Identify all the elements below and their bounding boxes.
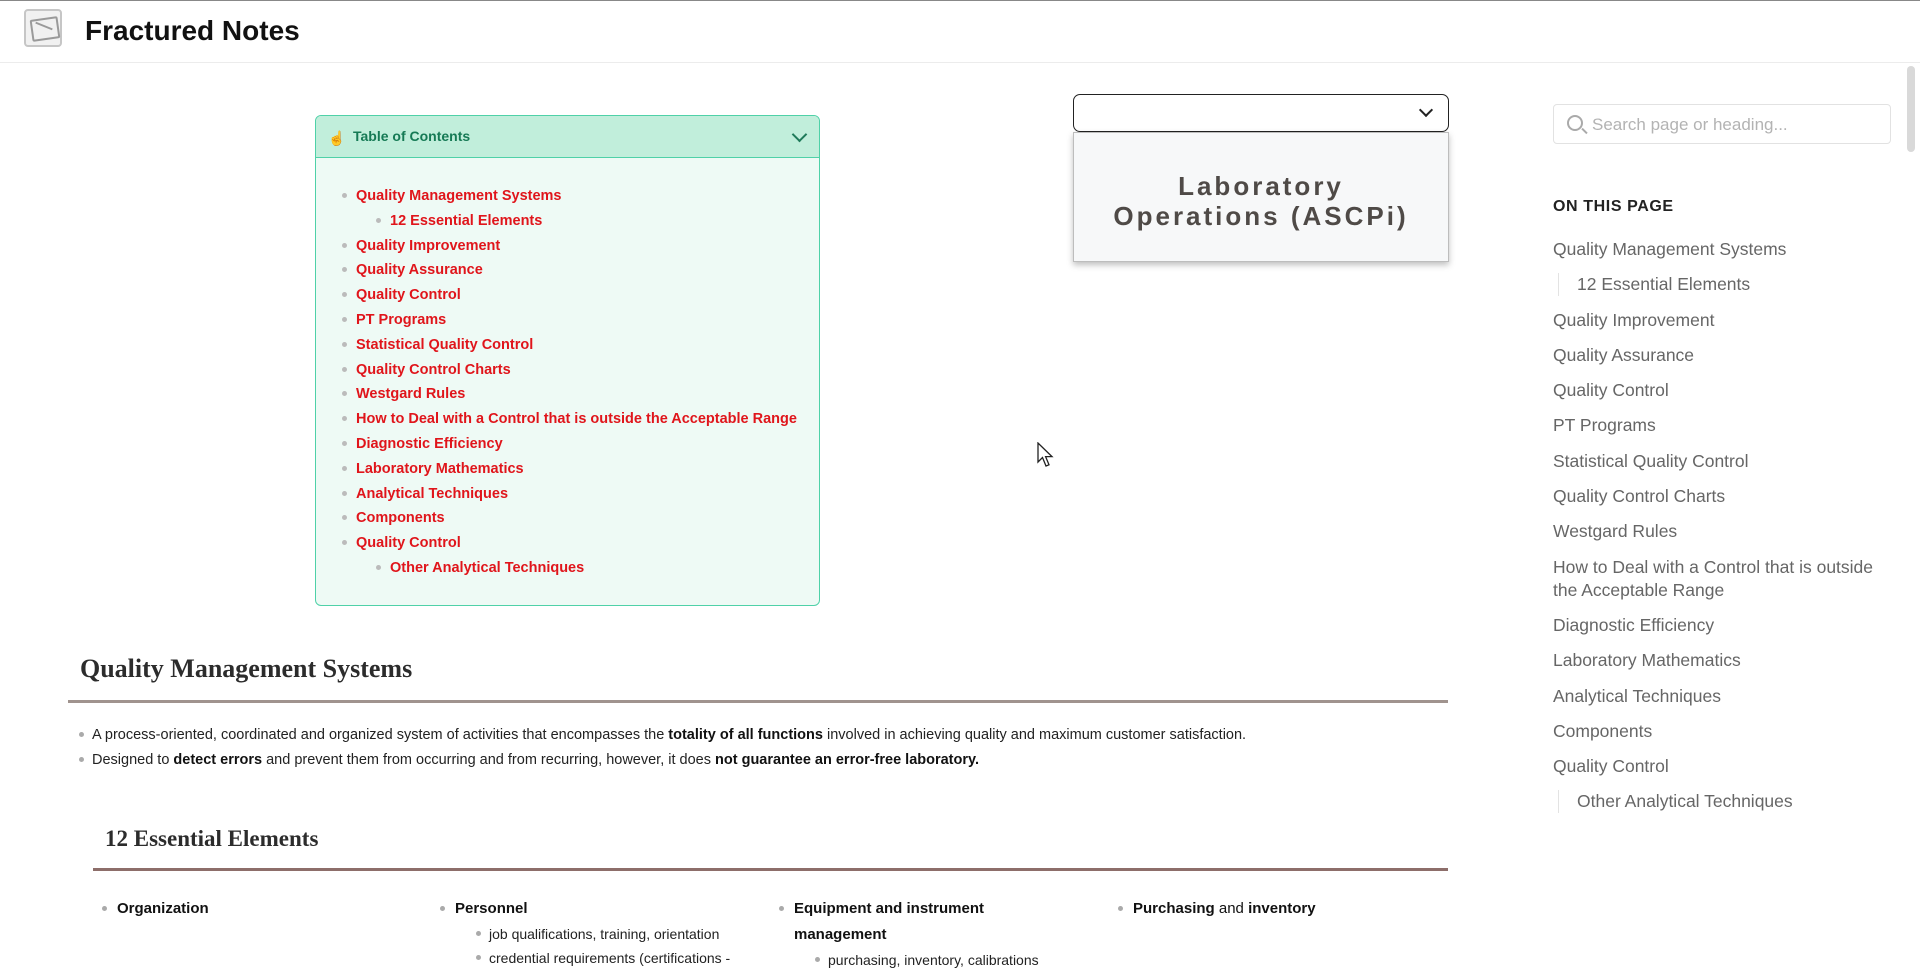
element-column bbox=[117, 896, 437, 922]
list-item: Designed to detect errors and prevent them from occurring and from recurring, however, it does not guarantee an error-free laboratory. bbox=[92, 750, 1246, 770]
nav-link[interactable]: 12 Essential Elements bbox=[1558, 273, 1883, 296]
dropdown-panel[interactable] bbox=[1073, 132, 1449, 262]
nav-link[interactable]: Diagnostic Efficiency bbox=[1553, 614, 1715, 635]
chevron-down-icon[interactable] bbox=[1419, 103, 1433, 117]
hand-pointer-icon: ☝ bbox=[328, 130, 346, 146]
list-item: job qualifications, training, orientation bbox=[489, 922, 775, 946]
toc-link[interactable]: How to Deal with a Control that is outside the Acceptable Range bbox=[356, 409, 797, 434]
nav-link[interactable]: PT Programs bbox=[1553, 415, 1656, 436]
toc-link[interactable]: Quality Control bbox=[356, 285, 797, 310]
on-this-page-heading: ON THIS PAGE bbox=[1553, 198, 1674, 215]
toc-link[interactable]: Analytical Techniques bbox=[356, 484, 797, 509]
site-title[interactable]: Fractured Notes bbox=[85, 15, 300, 46]
toc-link[interactable]: Other Analytical Techniques bbox=[390, 558, 797, 583]
list-item: Organization bbox=[117, 896, 437, 922]
list-item: A process-oriented, coordinated and organized system of activities that encompasses the totality of all functions involved in achieving quality and maximum customer satisfaction. bbox=[92, 727, 1247, 743]
nav-link[interactable]: Quality Improvement bbox=[1553, 309, 1715, 330]
toc-link[interactable]: Components bbox=[356, 508, 797, 533]
toc-title: Table of Contents bbox=[353, 128, 471, 144]
section-heading: Quality Management Systems bbox=[80, 654, 413, 683]
toc-link[interactable]: Quality Control Charts bbox=[356, 360, 797, 385]
toc-link[interactable]: PT Programs bbox=[356, 310, 797, 335]
search-icon bbox=[1567, 115, 1583, 131]
toc-link[interactable]: Quality Control bbox=[356, 533, 797, 558]
search-input[interactable] bbox=[1592, 113, 1882, 137]
toc-link[interactable]: Westgard Rules bbox=[356, 384, 797, 409]
top-bar bbox=[0, 0, 1920, 63]
nav-link[interactable]: Westgard Rules bbox=[1553, 521, 1678, 542]
nav-link[interactable]: Quality Management Systems bbox=[1553, 239, 1787, 259]
nav-link[interactable]: Quality Control Charts bbox=[1553, 486, 1726, 507]
mouse-cursor-icon bbox=[1037, 442, 1055, 468]
toc-link[interactable]: Quality Management Systems bbox=[356, 186, 797, 211]
dropdown-option[interactable] bbox=[1074, 171, 1448, 231]
toc-link[interactable]: Statistical Quality Control bbox=[356, 335, 797, 360]
content-list bbox=[92, 725, 1246, 775]
element-column bbox=[794, 896, 1054, 971]
option-line-1: Laboratory bbox=[1178, 171, 1344, 201]
subsection-heading: 12 Essential Elements bbox=[105, 826, 319, 851]
nav-link[interactable]: Quality Control bbox=[1553, 756, 1669, 777]
toc-link[interactable]: 12 Essential Elements bbox=[390, 211, 797, 236]
list-item: purchasing, inventory, calibrations bbox=[828, 948, 1054, 971]
chevron-down-icon[interactable] bbox=[792, 127, 808, 143]
nav-link[interactable]: Components bbox=[1553, 720, 1653, 741]
table-of-contents bbox=[315, 115, 820, 606]
option-line-2: Operations (ASCPi) bbox=[1113, 201, 1409, 231]
list-item: credential requirements (certifications - bbox=[489, 946, 775, 970]
on-this-page-nav bbox=[1553, 238, 1883, 826]
toc-link[interactable]: Quality Improvement bbox=[356, 236, 797, 261]
subject-dropdown[interactable] bbox=[1073, 94, 1449, 132]
list-item: Equipment and instrument management purchasing, inventory, calibrations bbox=[794, 896, 1054, 971]
divider bbox=[68, 700, 1448, 703]
nav-link[interactable]: Quality Control bbox=[1553, 380, 1669, 401]
element-column bbox=[1133, 896, 1453, 922]
site-logo-icon[interactable] bbox=[24, 9, 62, 47]
list-item: Personnel job qualifications, training, orientation credential requirements (certifications - bbox=[455, 896, 775, 970]
search-box[interactable] bbox=[1553, 104, 1891, 144]
nav-link[interactable]: Statistical Quality Control bbox=[1553, 450, 1749, 471]
nav-link[interactable]: Laboratory Mathematics bbox=[1553, 650, 1741, 671]
toc-link[interactable]: Diagnostic Efficiency bbox=[356, 434, 797, 459]
nav-link[interactable]: Other Analytical Techniques bbox=[1558, 790, 1883, 813]
divider bbox=[93, 868, 1448, 871]
toc-header[interactable] bbox=[316, 116, 819, 158]
nav-link[interactable]: Quality Assurance bbox=[1553, 344, 1695, 365]
nav-link[interactable]: How to Deal with a Control that is outside the Acceptable Range bbox=[1553, 556, 1874, 600]
toc-list bbox=[356, 186, 797, 583]
toc-link[interactable]: Quality Assurance bbox=[356, 260, 797, 285]
list-item: Purchasing and inventory bbox=[1133, 896, 1453, 922]
nav-link[interactable]: Analytical Techniques bbox=[1553, 685, 1721, 706]
scrollbar-thumb[interactable] bbox=[1907, 66, 1915, 152]
toc-link[interactable]: Laboratory Mathematics bbox=[356, 459, 797, 484]
element-column bbox=[455, 896, 775, 970]
